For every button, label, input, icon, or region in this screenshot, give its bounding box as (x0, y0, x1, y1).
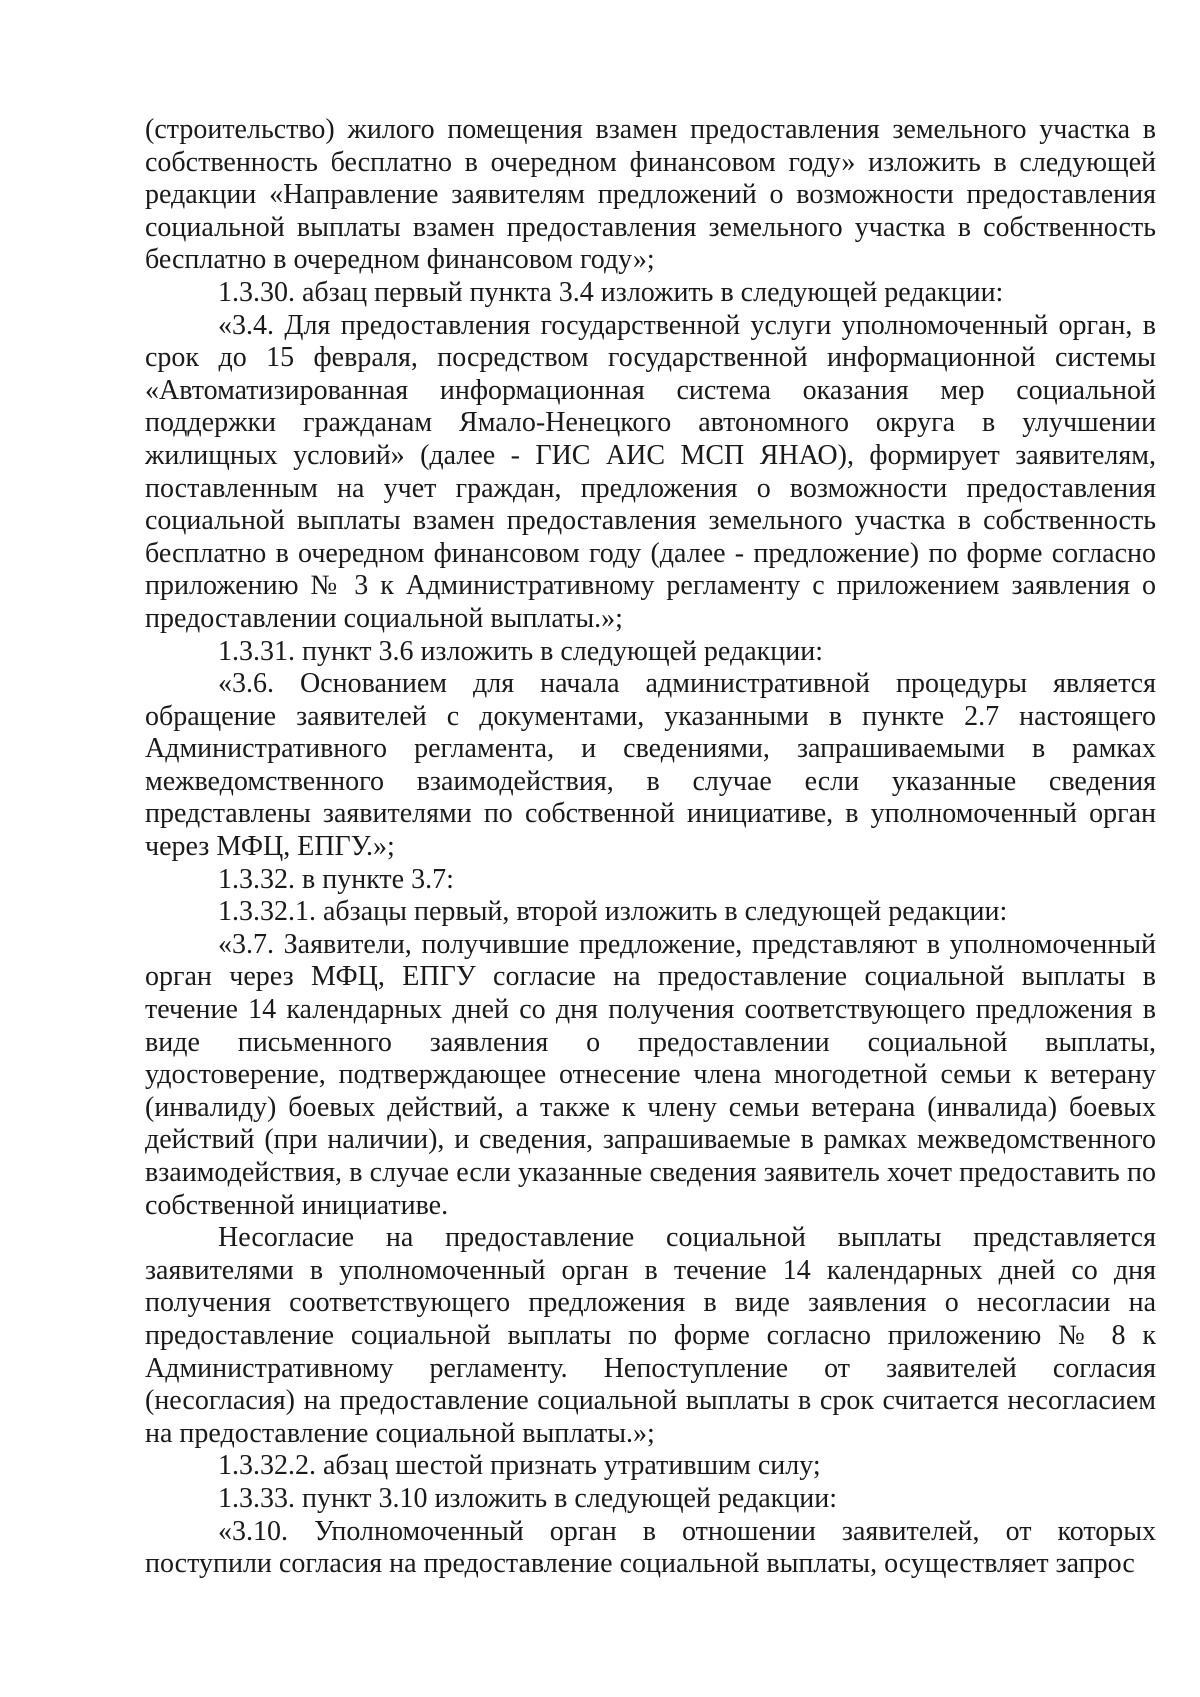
paragraph-item-1-3-30: 1.3.30. абзац первый пункта 3.4 изложить в следующей редакции: (218, 276, 1004, 308)
paragraph-quote-3-4: «3.4. Для предоставления государственной услуги уполномоченный орган, в срок до 15 февраля, посредством государственной информационной системы «Автоматизированная информационная система оказания мер социальной поддержки гражданам Ямало-Ненецкого автономного округа в улучшении жилищных условий» (далее - ГИС АИС МСП ЯНАО), формирует заявителям, поставленным на учет граждан, предложения о возможности предоставления социальной выплаты взамен предоставления земельного участка в собственность бесплатно в очередном финансовом году (далее - предложение) по форме согласно приложению № 3 к Административному регламенту с приложением заявления о предоставлении социальной выплаты.»; (145, 309, 1156, 634)
paragraph-quote-3-7: «3.7. Заявители, получившие предложение, представляют в уполномоченный орган через МФЦ, ЕПГУ согласие на предоставление социальной выплаты в течение 14 календарных дней со дня получения соответствующего предложения в виде письменного заявления о предоставлении социальной выплаты, удостоверение, подтверждающее отнесение члена многодетной семьи к ветерану (инвалиду) боевых действий, а также к члену семьи ветерана (инвалида) боевых действий (при наличии), и сведения, запрашиваемые в рамках межведомственного взаимодействия, в случае если указанные сведения заявитель хочет предоставить по собственной инициативе. (145, 928, 1156, 1221)
document-body (145, 114, 1156, 1581)
paragraph-item-1-3-31: 1.3.31. пункт 3.6 изложить в следующей редакции: (218, 635, 823, 667)
paragraph-item-1-3-33: 1.3.33. пункт 3.10 изложить в следующей редакции: (218, 1482, 837, 1514)
paragraph-item-1-3-32: 1.3.32. в пункте 3.7: (218, 863, 454, 895)
paragraph-quote-3-6: «3.6. Основанием для начала административной процедуры является обращение заявителей с документами, указанными в пункте 2.7 настоящего Административного регламента, и сведениями, запрашиваемыми в рамках межведомственного взаимодействия, в случае если указанные сведения представлены заявителями по собственной инициативе, в уполномоченный орган через МФЦ, ЕПГУ.»; (145, 668, 1156, 863)
paragraph-quote-3-10: «3.10. Уполномоченный орган в отношении заявителей, от которых поступили согласия на предоставление социальной выплаты, осуществляет запрос (145, 1515, 1156, 1580)
paragraph-item-1-3-32-2: 1.3.32.2. абзац шестой признать утратившим силу; (218, 1450, 821, 1482)
paragraph-item-1-3-32-1: 1.3.32.1. абзацы первый, второй изложить в следующей редакции: (218, 896, 1008, 928)
paragraph-nonconsent: Несогласие на предоставление социальной выплаты представляется заявителями в уполномоченный орган в течение 14 календарных дней со дня получения соответствующего предложения в виде заявления о несогласии на предоставление социальной выплаты по форме согласно приложению № 8 к Административному регламенту. Непоступление от заявителей согласия (несогласия) на предоставление социальной выплаты в срок считается несогласием на предоставление социальной выплаты.»; (145, 1222, 1156, 1449)
paragraph-continuation: (строительство) жилого помещения взамен предоставления земельного участка в собственность бесплатно в очередном финансовом году» изложить в следующей редакции «Направление заявителям предложений о возможности предоставления социальной выплаты взамен предоставления земельного участка в собственность бесплатно в очередном финансовом году»; (145, 114, 1156, 276)
